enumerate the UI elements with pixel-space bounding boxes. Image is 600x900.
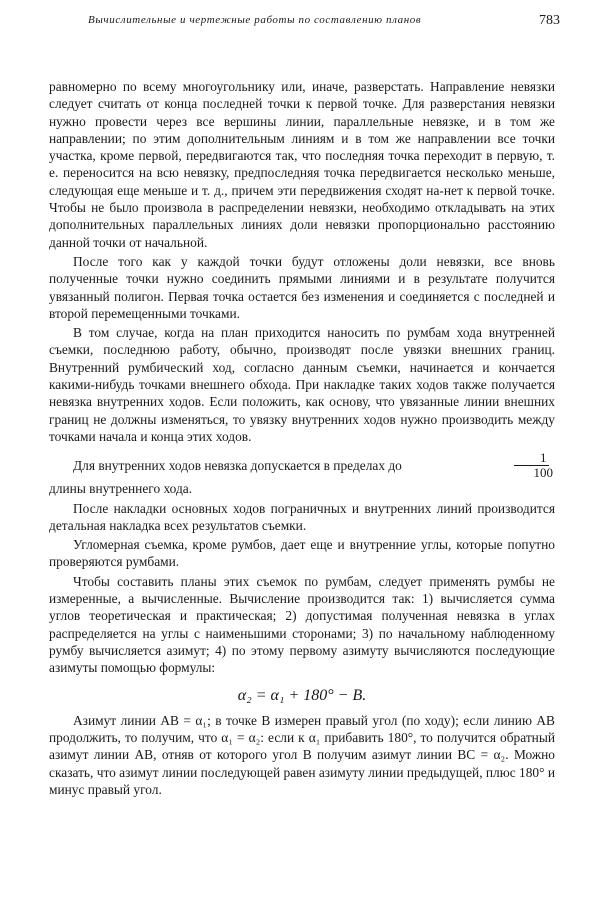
fraction-denominator: 100	[533, 465, 553, 481]
body-text	[49, 78, 555, 798]
paragraph-2: После того как у каждой точки будут отложены доли невязки, все вновь полученные точки нужно соединить прямыми линиями и в результате получится увязанный полигон. Первая точка остается без изменения и соединяется с последней и второй перемещенными точками.	[49, 253, 555, 321]
page-number: 783	[539, 13, 560, 28]
fraction	[508, 451, 556, 480]
paragraph-3: В том случае, когда на план приходится наносить по румбам хода внутренней съемки, последнюю работу, обычно, производят после увязки внешних границ. Внутренний румбический ход, согласно данным съемки, начинается и кончается какими-нибудь точками внешнего обхода. При накладке таких ходов также получается невязка внутренних ходов. Если положить, как основу, что увязанные линии внешних границ не должны изменяться, то увязку внутренних ходов нужно производить между точками начала и конца этих ходов.	[49, 325, 555, 444]
paragraph-1: равномерно по всему многоугольнику или, иначе, разверстать. Направление невязки следует считать от конца последней точки к первой точке. Для разверстания невязки нужно провести через все вершины линии, параллельные невязке, и в том же направлении; по этим дополнительным линиям и в том же направлении все точки участка, кроме первой, передвигаются так, что последняя точка переходит в первую, т. е. переносится на всю невязку, предпоследняя точка передвигается несколько меньше, следующая еще меньше и т. д., причем эти передвижения сходят на-нет к первой точке. Чтобы не было произвола в распределении невязки, необходимо откладывать на этих дополнительных параллельных линиях доли невязки пропорционально расстоянию данной точки от начальной.	[49, 79, 555, 250]
paragraph-8: Азимут линии AB = α₁; в точке B измерен правый угол (по ходу); если линию AB продолжить, то получим, что α₁ = α₂: если к α₁ прибавить 180°, то получится обратный азимут линии AB, отняв от которого угол B получим азимут линии BC = α₂. Можно сказать, что азимут линии последующей равен азимуту линии предыдущей, плюс 180° и минус правый угол.	[49, 712, 555, 797]
paragraph-7: Чтобы составить планы этих съемок по румбам, следует применять румбы не измеренные, а вычисленные. Вычисление производится так: 1) вычисляется сумма углов теоретическая и практическая; 2) допустимая полученная невязка в углах распределяется на углы с наименьшими сторонами; 3) по начальному наблюденному румбу вычисляется азимут; 4) по этому первому азимуту вычисляются последующие азимуты помощью формулы:	[49, 573, 555, 676]
paragraph-4-text: Для внутренних ходов невязка допускается в пределах до	[73, 458, 402, 474]
tolerance-line	[49, 451, 555, 480]
running-title: Вычислительные и чертежные работы по составлению планов	[88, 14, 422, 26]
azimuth-formula: α₂ = α₁ + 180° − B.	[237, 686, 367, 704]
fraction-numerator: 1	[514, 451, 549, 466]
paragraph-6: Угломерная съемка, кроме румбов, дает еще и внутренние углы, которые попутно проверяются румбами.	[49, 537, 555, 570]
page-header	[88, 14, 560, 32]
paragraph-4-continuation: длины внутреннего хода.	[49, 481, 193, 497]
paragraph-5: После накладки основных ходов пограничных и внутренних линий производится детальная накладка всех результатов съемки.	[49, 500, 555, 533]
